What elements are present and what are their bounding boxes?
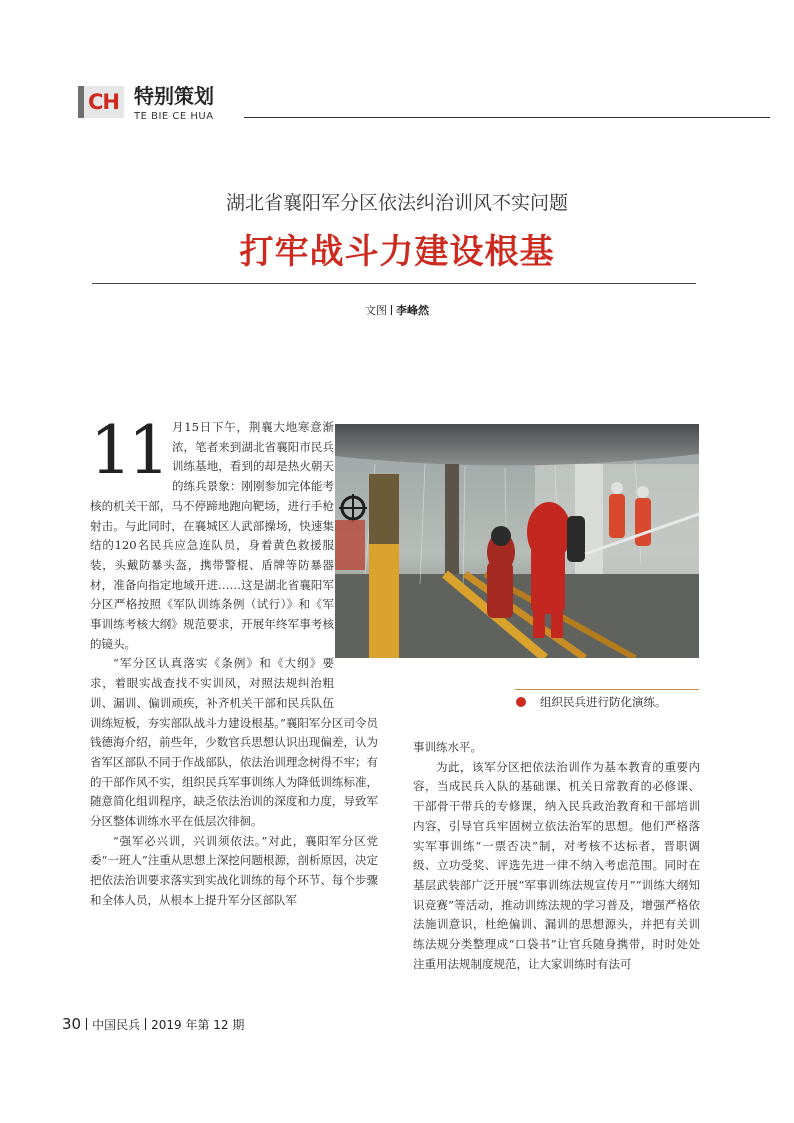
issue-label: 2019 年第 12 期 <box>151 1018 245 1032</box>
section-logo: CH <box>88 90 119 114</box>
drill-photo-illustration <box>335 424 699 658</box>
caption-bullet <box>516 697 526 707</box>
caption-rule <box>515 689 699 690</box>
article-subtitle: 湖北省襄阳军分区依法纠治训风不实问题 <box>225 192 568 214</box>
article-paragraph-4: 为此，该军分区把依法治训作为基本教育的重要内容，当成民兵入队的基础课、机关日常教育的必修课、干部骨干带兵的专修课，纳入民兵政治教育和干部培训内容，引导官兵牢固树立依法治军的思想。他们严格落实军事训练“一票否决”制，对考核不达标者，晋职调级、立功受奖、评选先进一律不纳入考虑范围。同时在基层武装部广泛开展“军事训练法规宣传月”“训练大纲知识竞赛”等活动，推动训练法规的学习普及，增强严格依法施训意识，杜绝偏训、漏训的思想源头，并把有关训练法规分类整理成“口袋书”让官兵随身携带，时时处处注重用法规制度规范，让大家训练时有法可 <box>413 759 700 971</box>
article-column-left <box>90 412 378 911</box>
footer-separator <box>145 1018 146 1030</box>
magazine-name: 中国民兵 <box>92 1018 141 1032</box>
section-logo-bar <box>78 86 84 118</box>
photo-wrap-spacer <box>334 418 378 710</box>
article-paragraph-2: “军分区认真落实《条例》和《大纲》要求，着眼实战查找不实训风，对照法规纠治粗训、漏训、偏训顽疾，补齐机关干部和民兵队伍训练短板，夯实部队战斗力建设根基。”襄阳军分区司令员钱德海介绍，前些年，少数官兵思想认识出现偏差，认为省军区部队不同于作战部队，依法治训理念树得不牢；有的干部作风不实，组织民兵军事训练人为降低训练标准，随意简化组训程序，缺乏依法治训的深度和力度，导致军分区整体训练水平在低层次徘徊。 <box>90 656 378 829</box>
byline-label: 文图 <box>365 304 387 317</box>
byline <box>0 302 794 318</box>
section-title: 特别策划 <box>134 84 214 108</box>
article-column-right <box>413 738 700 974</box>
article-photo <box>335 424 699 658</box>
footer-separator <box>86 1018 87 1030</box>
header-rule <box>244 117 770 118</box>
article-paragraph-3: “强军必兴训，兴训须依法。”对此，襄阳军分区党委“一班人”注重从思想上深挖问题根源，剖析原因，决定把依法治训要求落实到实战化训练的每个环节、每个步骤和全体人员，从根本上提升军分区部队军 <box>90 833 378 907</box>
article-title: 打牢战斗力建设根基 <box>239 232 555 272</box>
section-pinyin: TE BIE CE HUA <box>134 111 214 122</box>
article-paragraph-3-continued: 事训练水平。 <box>413 740 482 754</box>
page-number: 30 <box>62 1015 82 1033</box>
byline-author: 李峰然 <box>396 304 429 317</box>
byline-separator <box>391 305 392 315</box>
dropcap: 11 <box>90 412 166 489</box>
paragraph-1-text: 月15日下午，荆襄大地寒意渐浓，笔者来到湖北省襄阳市民兵训练基地，看到的却是热火朝天的练兵景象：刚刚参加完体能考核的机关干部，马不停蹄地跑向靶场，进行手枪射击。与此同时，在襄城区人武部操场，快速集结的120名民兵应急连队员，身着黄色救援服装，头戴防暴头盔，携带警棍、盾牌等防暴器材，准备向指定地域开进……这是湖北省襄阳军分区严格按照《军队训练条例（试行）》和《军事训练考核大纲》规范要求，开展年终军事考核的镜头。 <box>90 420 334 651</box>
photo-caption: 组织民兵进行防化演练。 <box>540 695 667 709</box>
page-footer <box>62 1015 244 1033</box>
title-rule <box>92 283 696 284</box>
